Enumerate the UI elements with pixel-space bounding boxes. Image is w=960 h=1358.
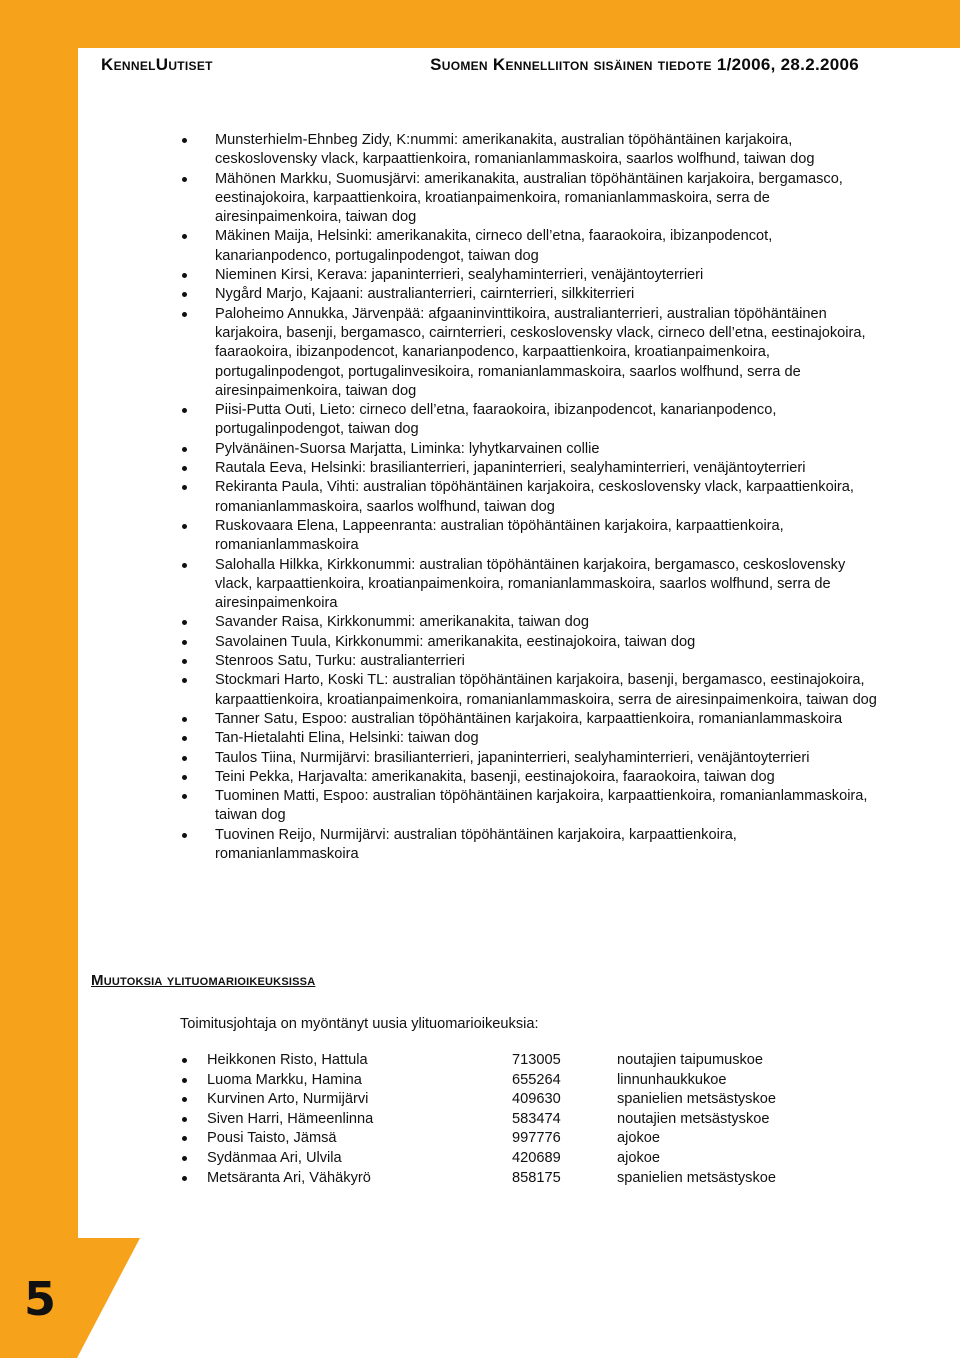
grant-name: Pousi Taisto, Jämsä (207, 1130, 337, 1147)
table-row (180, 1129, 880, 1149)
grant-name: Sydänmaa Ari, Ulvila (207, 1149, 342, 1166)
table-row (180, 1110, 880, 1130)
issue-info: Suomen Kennelliiton sisäinen tiedote 1/2006, 28.2.2006 (430, 55, 859, 74)
top-accent-band (0, 0, 960, 48)
list-item: Nieminen Kirsi, Kerava: japaninterrieri, sealyhaminterrieri, venäjäntoyterrieri (180, 266, 880, 285)
list-item: Mähönen Markku, Suomusjärvi: amerikanakita, australian töpöhäntäinen karjakoira, bergamasco, eestinajokoira, karpaattienkoira, kroatianpaimenkoira, romanianlammaskoira, serra de airesinpaimenkoira, taiwan dog (180, 170, 880, 228)
grant-type: noutajien metsästyskoe (617, 1110, 770, 1127)
list-item: Munsterhielm-Ehnbeg Zidy, K:nummi: amerikanakita, australian töpöhäntäinen karjakoira, ceskoslovensky vlack, karpaattienkoira, romanianlammaskoira, saarlos wolfhund, taiwan dog (180, 131, 880, 170)
list-item: Piisi-Putta Outi, Lieto: cirneco dell’etna, faaraokoira, ibizanpodencot, kanarianpodenco, portugalinpodengot, taiwan dog (180, 401, 880, 440)
grant-list (180, 1051, 880, 1188)
section-intro: Toimitusjohtaja on myöntänyt uusia ylituomarioikeuksia: (180, 1016, 539, 1032)
grant-name: Luoma Markku, Hamina (207, 1071, 362, 1088)
grant-name: Metsäranta Ari, Vähäkyrö (207, 1169, 371, 1186)
grant-name: Kurvinen Arto, Nurmijärvi (207, 1091, 369, 1108)
list-item: Tuominen Matti, Espoo: australian töpöhäntäinen karjakoira, karpaattienkoira, romanianlammaskoira, taiwan dog (180, 787, 880, 826)
grant-number: 420689 (512, 1149, 561, 1166)
table-row (180, 1149, 880, 1169)
list-item: Rautala Eeva, Helsinki: brasilianterrieri, japaninterrieri, sealyhaminterrieri, venäjäntoyterrieri (180, 459, 880, 478)
grant-type: ajokoe (617, 1130, 661, 1147)
page-number: 5 (24, 1272, 57, 1326)
grant-number: 655264 (512, 1071, 561, 1088)
grant-number: 409630 (512, 1091, 561, 1108)
grant-number: 858175 (512, 1169, 561, 1186)
grant-number: 583474 (512, 1110, 561, 1127)
list-item: Teini Pekka, Harjavalta: amerikanakita, basenji, eestinajokoira, faaraokoira, taiwan dog (180, 768, 880, 787)
judge-list (180, 131, 880, 864)
list-item: Tuovinen Reijo, Nurmijärvi: australian töpöhäntäinen karjakoira, karpaattienkoira, romanianlammaskoira (180, 826, 880, 865)
left-accent-band (0, 0, 78, 1242)
list-item: Tan-Hietalahti Elina, Helsinki: taiwan dog (180, 729, 880, 748)
list-item: Tanner Satu, Espoo: australian töpöhäntäinen karjakoira, karpaattienkoira, romanianlammaskoira (180, 710, 880, 729)
grant-type: noutajien taipumuskoe (617, 1052, 764, 1068)
page-number-tab (0, 1238, 140, 1358)
grant-type: spanielien metsästyskoe (617, 1091, 776, 1108)
publication-title: KennelUutiset (101, 55, 213, 74)
grant-name: Siven Harri, Hämeenlinna (207, 1110, 374, 1127)
grant-type: spanielien metsästyskoe (617, 1169, 776, 1186)
table-row (180, 1090, 880, 1110)
grant-number: 997776 (512, 1130, 561, 1147)
section-heading: Muutoksia ylituomarioikeuksissa (91, 972, 316, 989)
list-item: Rekiranta Paula, Vihti: australian töpöhäntäinen karjakoira, ceskoslovensky vlack, karpaattienkoira, romanianlammaskoira, saarlos wolfhund, taiwan dog (180, 478, 880, 517)
table-row (180, 1071, 880, 1091)
list-item: Paloheimo Annukka, Järvenpää: afgaaninvinttikoira, australianterrieri, australian töpöhäntäinen karjakoira, basenji, bergamasco, cairnterrieri, ceskoslovensky vlack, cirneco dell’etna, eestinajokoira, faaraokoira, ibizanpodencot, kanarianpodenco, karpaattienkoira, kroatianpaimenkoira, portugalinpodengot, portugalinvesikoira, romanianlammaskoira, saarlos wolfhund, serra de airesinpaimenkoira, taiwan dog (180, 305, 880, 401)
table-row (180, 1051, 880, 1071)
list-item: Pylvänäinen-Suorsa Marjatta, Liminka: lyhytkarvainen collie (180, 440, 880, 459)
grant-name: Heikkonen Risto, Hattula (207, 1052, 368, 1068)
list-item: Salohalla Hilkka, Kirkkonummi: australian töpöhäntäinen karjakoira, bergamasco, ceskoslovensky vlack, karpaattienkoira, kroatianpaimenkoira, romanianlammaskoira, saarlos wolfhund, serra de airesinpaimenkoira (180, 556, 880, 614)
grant-number: 713005 (512, 1052, 561, 1068)
grant-type: ajokoe (617, 1149, 661, 1166)
list-item: Mäkinen Maija, Helsinki: amerikanakita, cirneco dell’etna, faaraokoira, ibizanpodencot, kanarianpodenco, portugalinpodengot, taiwan dog (180, 227, 880, 266)
list-item: Savander Raisa, Kirkkonummi: amerikanakita, taiwan dog (180, 613, 880, 632)
list-item: Nygård Marjo, Kajaani: australianterrieri, cairnterrieri, silkkiterrieri (180, 285, 880, 304)
list-item: Ruskovaara Elena, Lappeenranta: australian töpöhäntäinen karjakoira, karpaattienkoira, romanianlammaskoira (180, 517, 880, 556)
list-item: Savolainen Tuula, Kirkkonummi: amerikanakita, eestinajokoira, taiwan dog (180, 633, 880, 652)
list-item: Stockmari Harto, Koski TL: australian töpöhäntäinen karjakoira, basenji, bergamasco, eestinajokoira, karpaattienkoira, kroatianpaimenkoira, romanianlammaskoira, serra de airesinpaimenkoira, taiwan dog (180, 671, 880, 710)
grant-type: linnunhaukkukoe (617, 1071, 727, 1088)
table-row (180, 1169, 880, 1189)
list-item: Taulos Tiina, Nurmijärvi: brasilianterrieri, japaninterrieri, sealyhaminterrieri, venäjäntoyterrieri (180, 749, 880, 768)
list-item: Stenroos Satu, Turku: australianterrieri (180, 652, 880, 671)
